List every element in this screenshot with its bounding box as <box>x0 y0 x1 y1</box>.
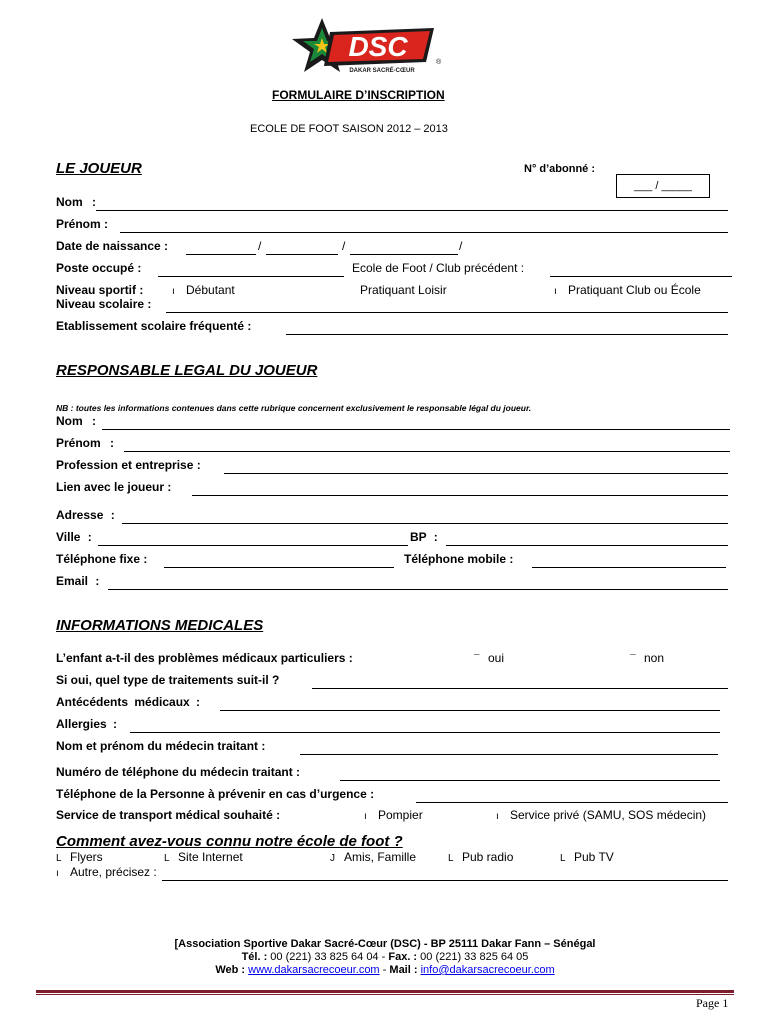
source-option-site[interactable]: L Site Internet <box>164 850 243 864</box>
section-player-heading: LE JOUEUR <box>56 160 142 177</box>
guardian-nom-field[interactable] <box>102 415 730 430</box>
sport-level-option-club[interactable]: ı Pratiquant Club ou École <box>554 283 701 297</box>
emergency-phone-field[interactable] <box>416 788 728 803</box>
page-number: Page 1 <box>696 996 729 1010</box>
checkbox-icon: ı <box>56 868 59 879</box>
checkbox-icon: ı <box>364 811 367 822</box>
source-option-flyers[interactable]: L Flyers <box>56 850 103 864</box>
doctor-name-field[interactable] <box>300 740 718 755</box>
birthdate-sep-3: / <box>459 239 463 253</box>
source-option-radio[interactable]: L Pub radio <box>448 850 514 864</box>
city-field[interactable] <box>98 531 408 546</box>
radio-icon: ¯ <box>630 654 636 665</box>
logo-subtitle: DAKAR SACRÉ-CŒUR <box>349 68 415 74</box>
checkbox-icon: L <box>56 853 62 864</box>
position-label: Poste occupé : <box>56 261 142 275</box>
school-label: Etablissement scolaire fréquenté : <box>56 319 252 333</box>
sport-level-option-debutant[interactable]: ı Débutant <box>172 283 235 297</box>
source-other-field[interactable] <box>162 866 728 881</box>
player-prenom-field[interactable] <box>120 218 728 233</box>
player-nom-label: Nom : <box>56 195 96 209</box>
mobile-label: Téléphone mobile : <box>404 552 514 566</box>
birthdate-day-field[interactable] <box>186 240 256 255</box>
radio-icon: ¯ <box>474 654 480 665</box>
allergies-label: Allergies : <box>56 717 118 731</box>
sport-level-option-loisir[interactable]: Pratiquant Loisir <box>360 283 447 297</box>
medical-problems-oui[interactable]: ¯ oui <box>474 651 505 665</box>
abonne-label: N° d’abonné : <box>524 163 596 175</box>
previous-club-label: Ecole de Foot / Club précédent : <box>352 261 525 275</box>
school-field[interactable] <box>286 320 728 335</box>
logo-text: DSC <box>348 31 408 62</box>
relation-label: Lien avec le joueur : <box>56 480 172 494</box>
city-label: Ville : <box>56 530 92 544</box>
logo-registered: ® <box>436 59 442 66</box>
checkbox-icon: L <box>448 853 454 864</box>
school-level-field[interactable] <box>166 298 728 313</box>
source-option-autre[interactable]: ı Autre, précisez : <box>56 865 157 879</box>
doctor-phone-label: Numéro de téléphone du médecin traitant : <box>56 765 301 779</box>
address-label: Adresse : <box>56 508 115 522</box>
emergency-phone-label: Téléphone de la Personne à prévenir en cas d’urgence : <box>56 787 375 801</box>
email-field[interactable] <box>108 575 728 590</box>
medical-problems-question: L’enfant a-t-il des problèmes médicaux particuliers : <box>56 651 353 665</box>
guardian-note: NB : toutes les informations contenues dans cette rubrique concernent exclusivement le responsable légal du joueur. <box>56 403 532 413</box>
footer-address: [Association Sportive Dakar Sacré-Cœur (DSC) - BP 25111 Dakar Fann – Sénégal <box>174 938 596 950</box>
relation-field[interactable] <box>192 481 728 496</box>
treatment-label: Si oui, quel type de traitements suit-il ? <box>56 673 280 687</box>
transport-option-pompier[interactable]: ı Pompier <box>364 808 423 822</box>
allergies-field[interactable] <box>130 718 720 733</box>
birthdate-year-field[interactable] <box>350 240 458 255</box>
history-field[interactable] <box>220 696 720 711</box>
medical-problems-non[interactable]: ¯ non <box>630 651 665 665</box>
section-source-heading: Comment avez-vous connu notre école de foot ? <box>56 833 403 850</box>
doctor-name-label: Nom et prénom du médecin traitant : <box>56 739 266 753</box>
form-subtitle: ECOLE DE FOOT SAISON 2012 – 2013 <box>250 123 448 135</box>
email-label: Email : <box>56 574 100 588</box>
bp-field[interactable] <box>446 531 728 546</box>
transport-label: Service de transport médical souhaité : <box>56 808 281 822</box>
mobile-field[interactable] <box>532 553 726 568</box>
footer-phone: Tél. : 00 (221) 33 825 64 04 - Fax. : 00 (221) 33 825 64 05 <box>241 951 529 963</box>
guardian-nom-label: Nom : <box>56 414 96 428</box>
dsc-logo <box>284 14 444 76</box>
sport-level-label: Niveau sportif : <box>56 283 144 297</box>
checkbox-icon: ı <box>496 811 499 822</box>
landline-label: Téléphone fixe : <box>56 552 148 566</box>
checkbox-icon: ı <box>172 286 175 297</box>
profession-label: Profession et entreprise : <box>56 458 201 472</box>
transport-option-prive[interactable]: ı Service privé (SAMU, SOS médecin) <box>496 808 707 822</box>
footer-rule <box>36 990 734 993</box>
history-label: Antécédents médicaux : <box>56 695 201 709</box>
doctor-phone-field[interactable] <box>340 766 720 781</box>
footer-contact: Web : www.dakarsacrecoeur.com - Mail : info@dakarsacrecoeur.com <box>215 964 555 976</box>
birthdate-sep-1: / <box>258 239 262 253</box>
guardian-prenom-label: Prénom : <box>56 436 115 450</box>
checkbox-icon: J <box>330 853 335 864</box>
abonne-number-field[interactable]: ___ / _____ <box>616 174 710 198</box>
email-link[interactable]: info@dakarsacrecoeur.com <box>420 964 555 976</box>
position-field[interactable] <box>158 262 344 277</box>
website-link[interactable]: www.dakarsacrecoeur.com <box>248 964 380 976</box>
birthdate-month-field[interactable] <box>266 240 338 255</box>
birthdate-sep-2: / <box>342 239 346 253</box>
birthdate-label: Date de naissance : <box>56 239 169 253</box>
footer-rule-thin <box>36 994 734 995</box>
source-option-amis[interactable]: J Amis, Famille <box>330 850 417 864</box>
section-medical-heading: INFORMATIONS MEDICALES <box>56 617 264 634</box>
profession-field[interactable] <box>224 459 728 474</box>
guardian-prenom-field[interactable] <box>124 437 730 452</box>
checkbox-icon: L <box>560 853 566 864</box>
address-field[interactable] <box>122 509 728 524</box>
player-nom-field[interactable] <box>96 196 728 211</box>
bp-label: BP : <box>410 530 438 544</box>
checkbox-icon: ı <box>554 286 557 297</box>
player-prenom-label: Prénom : <box>56 217 109 231</box>
treatment-field[interactable] <box>312 674 728 689</box>
source-option-tv[interactable]: L Pub TV <box>560 850 614 864</box>
checkbox-icon: L <box>164 853 170 864</box>
landline-field[interactable] <box>164 553 394 568</box>
section-guardian-heading: RESPONSABLE LEGAL DU JOUEUR <box>56 362 318 379</box>
form-title: FORMULAIRE D’INSCRIPTION <box>272 88 445 102</box>
school-level-label: Niveau scolaire : <box>56 297 152 311</box>
previous-club-field[interactable] <box>550 262 732 277</box>
